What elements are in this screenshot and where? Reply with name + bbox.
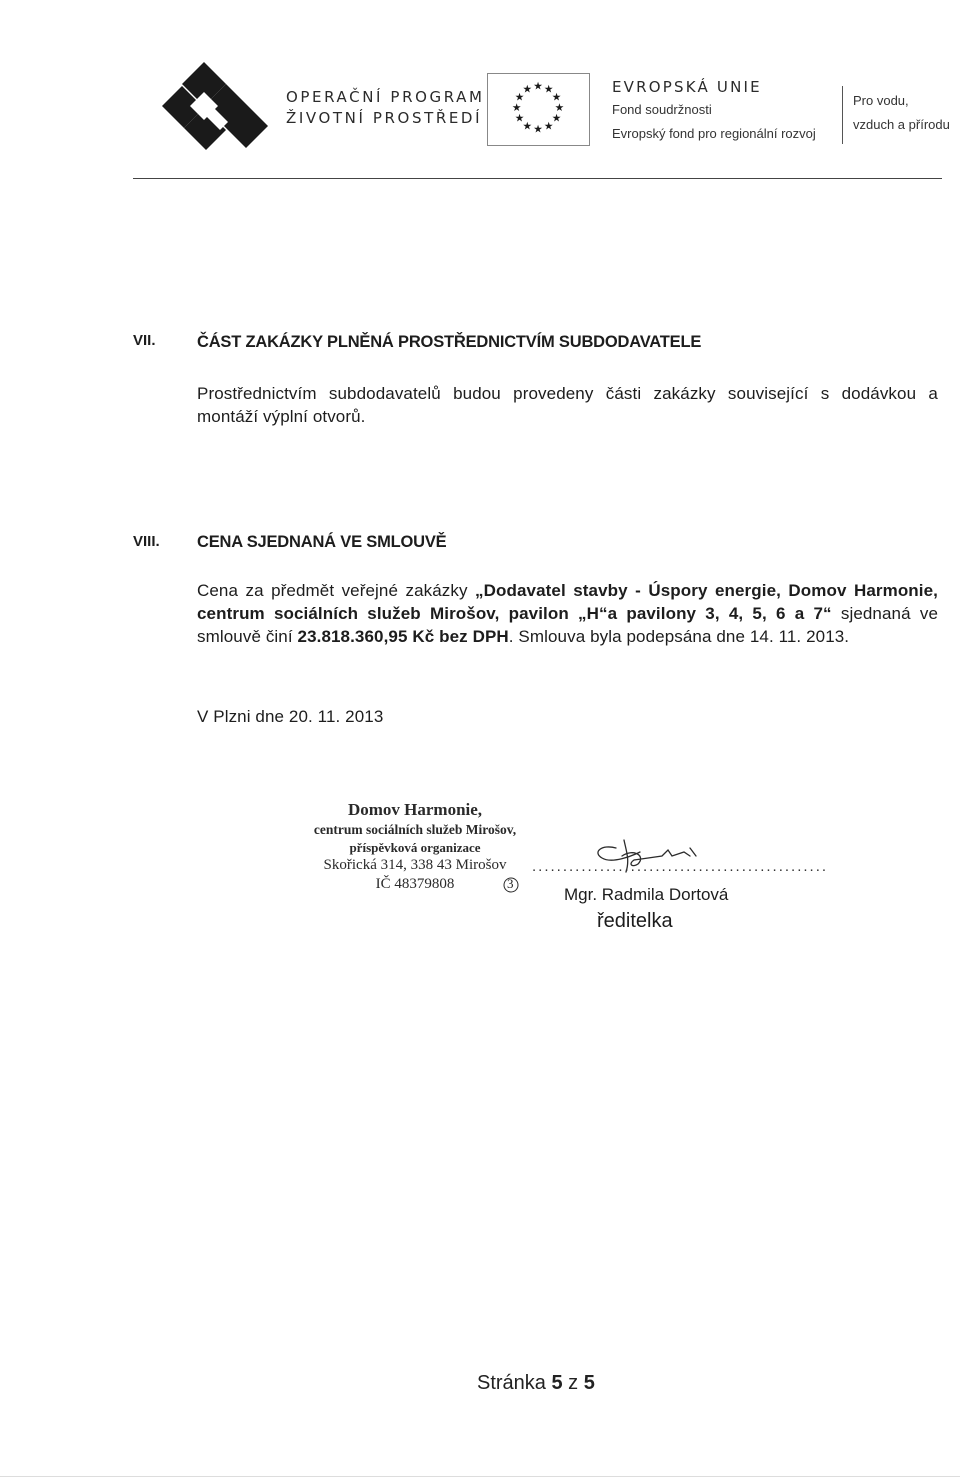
header-divider bbox=[842, 86, 843, 144]
eu-title: EVROPSKÁ UNIE bbox=[612, 78, 762, 96]
svg-text:★: ★ bbox=[533, 79, 543, 93]
motto-line1: Pro vodu, bbox=[853, 93, 909, 108]
section-7-paragraph bbox=[197, 382, 938, 428]
stamp-line3: příspěvková organizace bbox=[349, 840, 481, 855]
section-8-paragraph bbox=[197, 579, 938, 648]
svg-text:★: ★ bbox=[533, 122, 543, 136]
program-title-line1: OPERAČNÍ PROGRAM bbox=[286, 88, 485, 106]
program-title-line2: ŽIVOTNÍ PROSTŘEDÍ bbox=[286, 109, 483, 127]
eu-flag-icon bbox=[487, 73, 590, 146]
section-7-number: VII. bbox=[133, 332, 156, 349]
signer-name: Mgr. Radmila Dortová bbox=[564, 885, 729, 904]
svg-text:★: ★ bbox=[551, 90, 562, 104]
header-rule bbox=[133, 178, 942, 179]
signer-role: ředitelka bbox=[597, 910, 673, 932]
section-8-line3: smlouvě činí 23.818.360,95 Kč bez DPH. Smlouva byla podepsána dne 14. 11. 2013. bbox=[197, 627, 850, 646]
page-number: Stránka 5 z 5 bbox=[477, 1372, 595, 1394]
stamp-line1: Domov Harmonie, bbox=[347, 800, 483, 819]
svg-text:★: ★ bbox=[514, 111, 525, 125]
svg-text:★: ★ bbox=[522, 119, 533, 133]
page-bottom-edge bbox=[0, 1476, 960, 1477]
section-8-line1: Cena za předmět veřejné zakázky „Dodavatel stavby - Úspory energie, Domov Harmonie, bbox=[197, 581, 938, 600]
section-7-line1: Prostřednictvím subdodavatelů budou provedeny části zakázky související s dodávkou a bbox=[197, 384, 938, 403]
place-date: V Plzni dne 20. 11. 2013 bbox=[197, 707, 384, 726]
stamp-line2: centrum sociálních služeb Mirošov, bbox=[313, 822, 517, 837]
section-8-title: CENA SJEDNANÁ VE SMLOUVĚ bbox=[197, 533, 447, 551]
section-7-line2: montáží výplní otvorů. bbox=[197, 407, 366, 426]
eu-fund-cohesion: Fond soudržnosti bbox=[612, 102, 712, 117]
stamp-line5: IČ 48379808 bbox=[375, 876, 455, 892]
section-8-line2: centrum sociálních služeb Mirošov, pavilon „H“a pavilony 3, 4, 5, 6 a 7“ sjednaná ve bbox=[197, 604, 938, 623]
svg-text:★: ★ bbox=[522, 82, 533, 96]
svg-text:★: ★ bbox=[514, 90, 525, 104]
op-zp-logo bbox=[162, 62, 268, 150]
motto-line2: vzduch a přírodu bbox=[853, 117, 950, 132]
section-7-title: ČÁST ZAKÁZKY PLNĚNÁ PROSTŘEDNICTVÍM SUBDODAVATELE bbox=[197, 333, 702, 351]
svg-text:★: ★ bbox=[511, 100, 522, 114]
svg-text:★: ★ bbox=[543, 119, 554, 133]
eu-fund-regional: Evropský fond pro regionální rozvoj bbox=[612, 126, 816, 141]
stamp-number: 3 bbox=[507, 876, 514, 891]
signature-line: ................................................ bbox=[532, 858, 829, 875]
stamp-line4: Skořická 314, 338 43 Mirošov bbox=[323, 857, 507, 873]
svg-text:★: ★ bbox=[543, 82, 554, 96]
section-8-number: VIII. bbox=[133, 533, 160, 550]
svg-text:★: ★ bbox=[551, 111, 562, 125]
svg-text:★: ★ bbox=[554, 100, 565, 114]
